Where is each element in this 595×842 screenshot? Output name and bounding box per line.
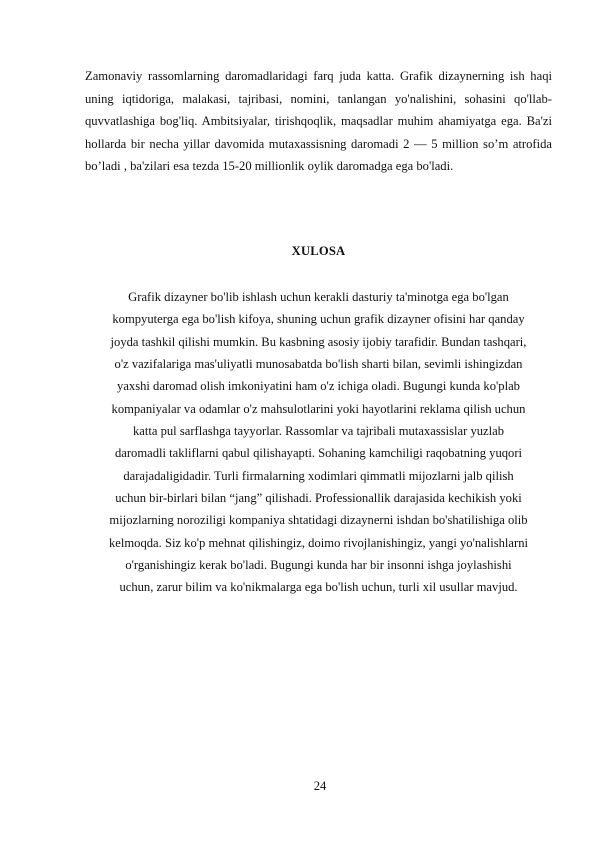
page-number: 24	[313, 779, 327, 793]
intro-paragraph: Zamonaviy rassomlarning daromadlaridagi farq juda katta. Grafik dizaynerning ish haqi uning iqtidoriga, malakasi, tajribasi, nomini, tanlangan yo'nalishini, sohasini qo'llab-quvvatlashiga bog'liq. Ambitsiyalar, tirishqoqlik, maqsadlar muhim ahamiyatga ega. Ba'zi hollarda bir necha yillar davomida mutaxassisning daromadi 2 — 5 million so’m atrofida bo’ladi , ba'zilari esa tezda 15-20 millionlik oylik daromadga ega bo'ladi.	[85, 69, 552, 174]
conclusion-line: uchun bir-birlari bilan “jang” qilishadi. Professionallik darajasida kechikish yoki	[115, 491, 522, 506]
conclusion-line: katta pul sarflashga tayyorlar. Rassomlar va tajribali mutaxassislar yuzlab	[132, 424, 505, 439]
conclusion-line: daromadli takliflarni qabul qilishayapti. Sohaning kamchiligi raqobatning yuqori	[114, 446, 523, 461]
conclusion-line: mijozlarning noroziligi kompaniya shtatidagi dizaynerni ishdan bo'shatilishiga olib	[109, 513, 528, 528]
conclusion-line: kompyuterga ega bo'lish kifoya, shuning uchun grafik dizayner ofisini har qanday	[112, 312, 525, 327]
conclusion-line: kelmoqda. Siz ko'p mehnat qilishingiz, doimo rivojlanishingiz, yangi yo'nalishlarni	[108, 535, 529, 550]
conclusion-line: yaxshi daromad olish imkoniyatini ham o'z ichiga oladi. Bugungi kunda ko'plab	[117, 379, 520, 394]
conclusion-line: kompaniyalar va odamlar o'z mahsulotlarini yoki hayotlarini reklama qilish uchun	[111, 401, 526, 416]
conclusion-line: o'rganishingiz kerak bo'ladi. Bugungi kunda har bir insonni ishga joylashishi	[125, 558, 512, 573]
conclusion-paragraph	[85, 286, 552, 599]
conclusion-line: uchun, zarur bilim va ko'nikmalarga ega bo'lish uchun, turli xil usullar mavjud.	[119, 580, 518, 595]
conclusion-line: darajadaligidadir. Turli firmalarning xodimlari qimmatli mijozlarni jalb qilish	[123, 468, 514, 483]
section-heading: XULOSA	[291, 244, 346, 258]
conclusion-line: Grafik dizayner bo'lib ishlash uchun kerakli dasturiy ta'minotga ega bo'lgan	[128, 290, 509, 304]
conclusion-line: o'z vazifalariga mas'uliyatli munosabatda bo'lish sharti bilan, sevimli ishingizdan	[114, 357, 523, 372]
conclusion-line: joyda tashkil qilishi mumkin. Bu kasbning asosiy ijobiy tarafidir. Bundan tashqari,	[110, 334, 527, 349]
